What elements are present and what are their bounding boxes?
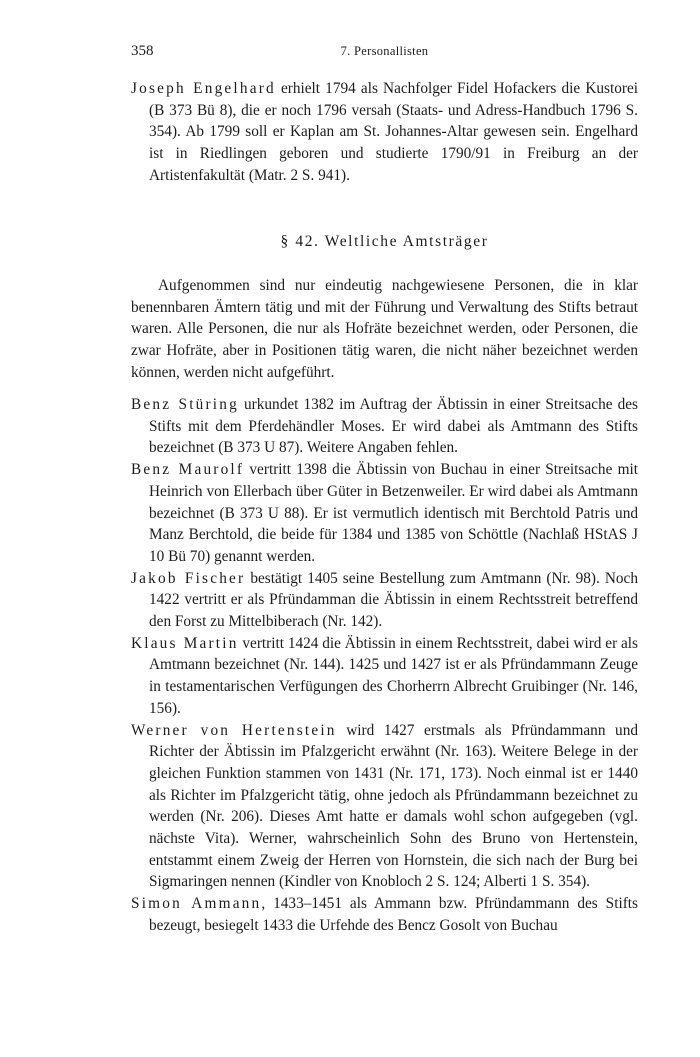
page-number: 358 (131, 43, 154, 59)
entry-text: vertritt 1424 die Äbtissin in einem Rechtsstreit, dabei wird er als Amtmann bezeichnet (Nr. 144). 1425 und 1427 ist er als Pfründammann Zeuge in testamentarischen Verfügungen des Chorherrn Albrecht Gruibinger (Nr. 146, 156). (149, 634, 638, 717)
section-intro (131, 275, 638, 384)
entry-name: Benz Maurolf (131, 461, 245, 479)
entry-name: Jakob Fischer (131, 569, 246, 587)
entry-joseph-engelhard (131, 78, 638, 187)
section-heading: § 42. Weltliche Amtsträger (280, 233, 489, 250)
intro-paragraph: Aufgenommen sind nur eindeutig nachgewiesene Personen, die in klar benennbaren Ämtern tätig und mit der Führung und Verwaltung des Stifts betraut waren. Alle Personen, die nur als Hofräte bezeichnet werden, oder Personen, die zwar Hofräte, aber in Positionen tätig waren, die nicht näher bezeichnet werden können, werden nicht aufgeführt. (131, 277, 638, 381)
running-head: 7. Personallisten (340, 44, 429, 58)
entry-paragraph (131, 78, 638, 187)
entry-text: wird 1427 erstmals als Pfründammann und Richter der Äbtissin im Pfalzgericht erwähnt (Nr. 163). Weitere Belege in der gleichen Funktion stammen von 1431 (Nr. 171, 173). Noch einmal ist er 1440 als Richter im Pfalzgericht tätig, ohne jedoch als Pfründammann bezeichnet zu werden (Nr. 206). Dieses Amt hatte er damals wohl schon aufgegeben (vgl. nächste Vita). Werner, wahrscheinlich Sohn des Bruno von Hertenstein, entstammt einem Zweig der Herren von Hornstein, die sich nach der Burg bei Sigmaringen nennen (Kindler von Knobloch 2 S. 124; Alberti 1 S. 354). (149, 721, 638, 891)
entry-name: Klaus Martin (131, 634, 239, 652)
page-header (131, 43, 638, 67)
entry-name: Joseph Engelhard (131, 80, 276, 97)
list-item (131, 893, 638, 936)
entry-text: erhielt 1794 als Nachfolger Fidel Hofackers die Kustorei (B 373 Bü 8), die er noch 1796 versah (Staats- und Adress-Handbuch 1796 S. 354). Ab 1799 soll er Kaplan am St. Johannes-Altar gewesen sein. Engelhard ist in Riedlingen geboren und studierte 1790/91 in Freiburg an der Artistenfakultät (Matr. 2 S. 941). (149, 80, 639, 184)
entry-text: bestätigt 1405 seine Bestellung zum Amtmann (Nr. 98). Noch 1422 vertritt er als Pfründamman die Äbtissin in einem Rechtsstreit betreffend den Forst zu Mittelbiberach (Nr. 142). (149, 569, 638, 631)
list-item (131, 633, 638, 720)
list-item (131, 568, 638, 633)
list-item (131, 459, 638, 568)
list-item (131, 720, 638, 894)
entries-list (131, 394, 638, 937)
entry-name: Benz Stüring (131, 396, 239, 413)
entry-name: Simon Ammann (131, 895, 262, 913)
entry-text: vertritt 1398 die Äbtissin von Buchau in einer Streitsache mit Heinrich von Ellerbach über Güter in Betzenweiler. Er wird dabei als Amtmann bezeichnet (B 373 U 88). Er ist vermutlich identisch mit Berchtold Patris und Manz Berchtold, die beide für 1384 und 1385 von Schöttle (Nachlaß HStAS J 10 Bü 70) genannt werden. (149, 461, 638, 565)
list-item (131, 394, 638, 459)
entry-name: Werner von Hertenstein (131, 721, 337, 739)
entry-text: , 1433–1451 als Ammann bzw. Pfründammann des Stifts bezeugt, besiegelt 1433 die Urfehde des Bencz Gosolt von Buchau (149, 895, 638, 934)
entry-text: urkundet 1382 im Auftrag der Äbtissin in einer Streitsache des Stifts mit dem Pferdehändler Moses. Er wird dabei als Amtmann des Stifts bezeichnet (B 373 U 87). Weitere Angaben fehlen. (149, 396, 639, 457)
